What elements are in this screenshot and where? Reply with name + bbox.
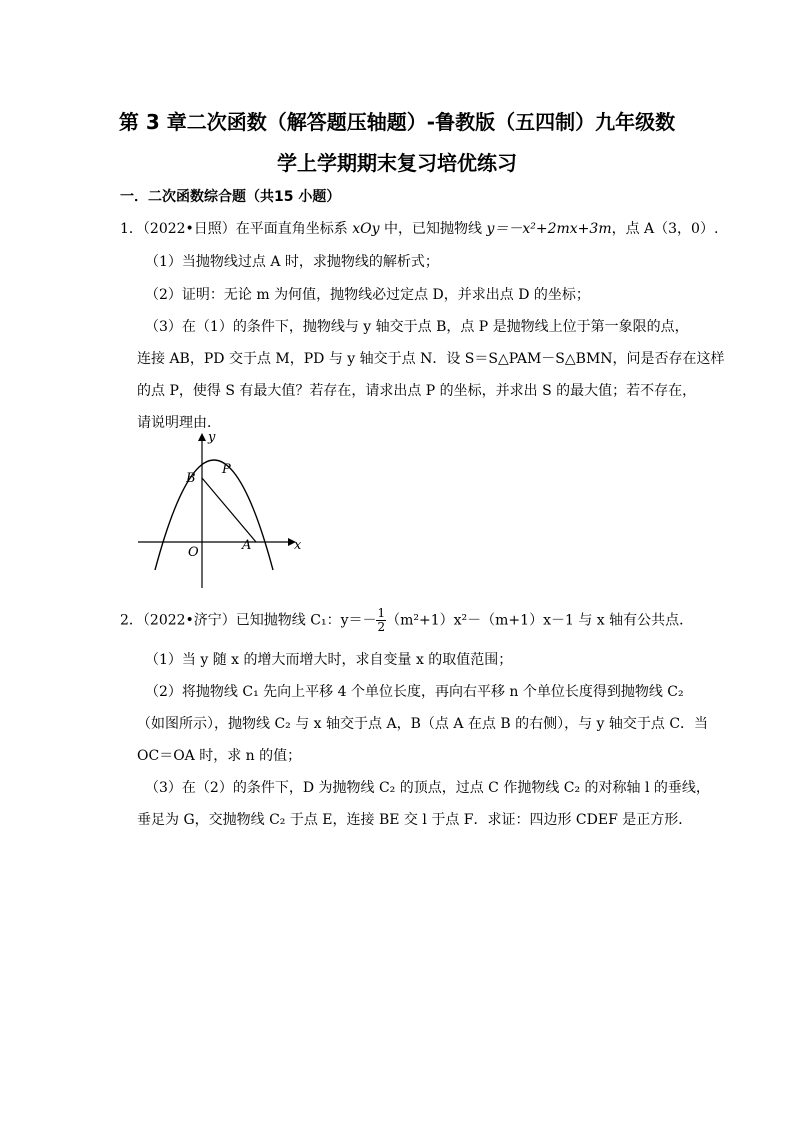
document-title-line2: 学上学期期末复习培优练习 [277, 151, 517, 175]
q1-part3-line3: 的点 P，使得 S 有最大值？若存在，请求出点 P 的坐标，并求出 S 的最大值；若不存在， [137, 383, 697, 399]
parabola-curve [155, 460, 273, 570]
x-axis-label: x [294, 538, 302, 553]
q2-part1: （1）当 y 随 x 的增大而增大时，求自变量 x 的取值范围； [145, 652, 513, 668]
q1-heading [120, 218, 718, 238]
document-title-line1: 第 3 章二次函数（解答题压轴题）-鲁教版（五四制）九年级数 [118, 110, 676, 134]
fraction-numerator: 1 [377, 606, 386, 620]
q1-heading-xoy: xOy [352, 221, 380, 237]
origin-label: O [188, 545, 199, 560]
q1-part1: （1）当抛物线过点 A 时，求抛物线的解析式； [145, 254, 439, 270]
segment-ba [202, 478, 256, 542]
q1-heading-c: ，点 A（3，0）. [611, 221, 719, 237]
q1-part2: （2）证明：无论 m 为何值，抛物线必过定点 D，并求出点 D 的坐标； [145, 287, 590, 303]
y-axis-arrow [198, 433, 206, 441]
q2-part3-line1: （3）在（2）的条件下，D 为抛物线 C₂ 的顶点，过点 C 作抛物线 C₂ 的对称轴 l 的垂线， [145, 780, 710, 796]
q2-part2-line3: OC＝OA 时，求 n 的值； [137, 748, 302, 764]
q2-part2-line2: （如图所示），抛物线 C₂ 与 x 轴交于点 A，B（点 A 在点 B 的右侧），与 y 轴交于点 C．当 [137, 716, 709, 732]
point-b-label: B [186, 471, 196, 486]
fraction-denominator: 2 [377, 620, 386, 634]
q2-heading-a: 2．（2022•济宁）已知抛物线 C₁：y＝－ [120, 612, 377, 629]
q1-figure [130, 425, 320, 595]
point-p-label: P [222, 462, 231, 477]
q1-part3-line4: 请说明理由． [137, 415, 221, 431]
q2-heading-b: （m²+1）x²－（m+1）x－1 与 x 轴有公共点． [386, 612, 694, 629]
q1-heading-equation: y＝－x²+2mx+3m [486, 221, 612, 237]
q2-heading [120, 607, 693, 634]
q1-part3-line2: 连接 AB，PD 交于点 M，PD 与 y 轴交于点 N．设 S＝S△PAM－S△BMN，问是否存在这样 [137, 351, 725, 367]
q1-heading-a: 1．（2022•日照）在平面直角坐标系 [120, 221, 353, 237]
q2-part2-line1: （2）将抛物线 C₁ 先向上平移 4 个单位长度，再向右平移 n 个单位长度得到抛物线 C₂ [145, 684, 684, 700]
q2-part3-line2: 垂足为 G，交抛物线 C₂ 于点 E，连接 BE 交 l 于点 F．求证：四边形 CDEF 是正方形． [137, 812, 693, 828]
q1-heading-b: 中，已知抛物线 [379, 221, 487, 237]
section-heading: 一．二次函数综合题（共15 小题） [120, 189, 341, 205]
q1-part3-line1: （3）在（1）的条件下，抛物线与 y 轴交于点 B，点 P 是抛物线上位于第一象限的点， [145, 319, 689, 335]
y-axis-label: y [208, 430, 216, 445]
fraction-one-half [376, 607, 386, 634]
point-a-label: A [242, 538, 252, 553]
